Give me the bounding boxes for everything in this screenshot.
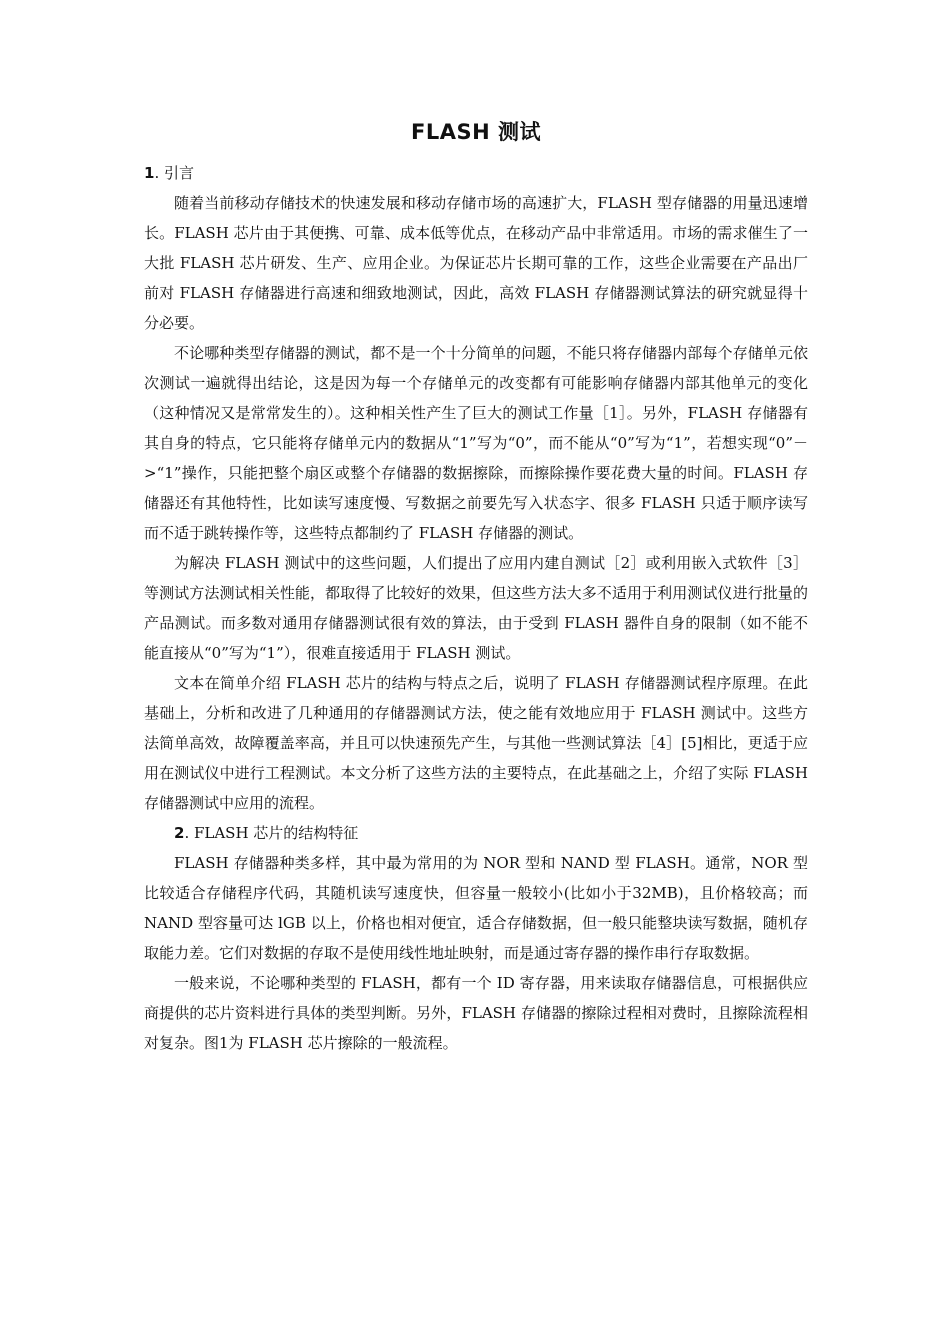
section-heading-text: . FLASH 芯片的结构特征 (184, 824, 359, 842)
section-flash-structure (144, 818, 808, 1058)
section-heading-text: . 引言 (154, 164, 194, 182)
section-number: 1 (144, 164, 155, 182)
document-title: FLASH 测试 (411, 120, 541, 144)
section-number: 2 (174, 824, 185, 842)
document-page (144, 112, 808, 1058)
section-introduction (144, 158, 808, 818)
paragraph: 为解决 FLASH 测试中的这些问题，人们提出了应用内建自测试［2］或利用嵌入式软件［3］等测试方法测试相关性能，都取得了比较好的效果，但这些方法大多不适用于利用测试仪进行批量的产品测试。而多数对通用存储器测试很有效的算法，由于受到 FLASH 器件自身的限制（如不能不能直接从“0”写为“1”），很难直接适用于 FLASH 测试。 (144, 554, 808, 662)
section-heading (144, 818, 808, 848)
paragraph: 一般来说，不论哪种类型的 FLASH，都有一个 ID 寄存器，用来读取存储器信息，可根据供应商提供的芯片资料进行具体的类型判断。另外，FLASH 存储器的擦除过程相对费时，且擦除流程相对复杂。图1为 FLASH 芯片擦除的一般流程。 (144, 974, 808, 1052)
paragraph: 不论哪种类型存储器的测试，都不是一个十分简单的问题，不能只将存储器内部每个存储单元依次测试一遍就得出结论，这是因为每一个存储单元的改变都有可能影响存储器内部其他单元的变化（这种情况又是常常发生的）。这种相关性产生了巨大的测试工作量［1］。另外，FLASH 存储器有其自身的特点，它只能将存储单元内的数据从“1”写为“0”，而不能从“0”写为“1”，若想实现“0”－>“1”操作，只能把整个扇区或整个存储器的数据擦除，而擦除操作要花费大量的时间。FLASH 存储器还有其他特性，比如读写速度慢、写数据之前要先写入状态字、很多 FLASH 只适于顺序读写而不适于跳转操作等，这些特点都制约了 FLASH 存储器的测试。 (144, 344, 808, 542)
section-heading (144, 158, 808, 188)
paragraph: 随着当前移动存储技术的快速发展和移动存储市场的高速扩大，FLASH 型存储器的用量迅速增长。FLASH 芯片由于其便携、可靠、成本低等优点，在移动产品中非常适用。市场的需求催生了一大批 FLASH 芯片研发、生产、应用企业。为保证芯片长期可靠的工作，这些企业需要在产品出厂前对 FLASH 存储器进行高速和细致地测试，因此，高效 FLASH 存储器测试算法的研究就显得十分必要。 (144, 194, 808, 332)
paragraph: 文本在简单介绍 FLASH 芯片的结构与特点之后，说明了 FLASH 存储器测试程序原理。在此基础上，分析和改进了几种通用的存储器测试方法，使之能有效地应用于 FLASH 测试中。这些方法简单高效，故障覆盖率高，并且可以快速预先产生，与其他一些测试算法［4］[5]相比，更适于应用在测试仪中进行工程测试。本文分析了这些方法的主要特点，在此基础之上，介绍了实际 FLASH 存储器测试中应用的流程。 (144, 674, 808, 812)
paragraph: FLASH 存储器种类多样，其中最为常用的为 NOR 型和 NAND 型 FLASH。通常，NOR 型比较适合存储程序代码，其随机读写速度快，但容量一般较小(比如小于32MB)，且价格较高；而 NAND 型容量可达 lGB 以上，价格也相对便宜，适合存储数据，但一般只能整块读写数据，随机存取能力差。它们对数据的存取不是使用线性地址映射，而是通过寄存器的操作串行存取数据。 (144, 854, 808, 962)
